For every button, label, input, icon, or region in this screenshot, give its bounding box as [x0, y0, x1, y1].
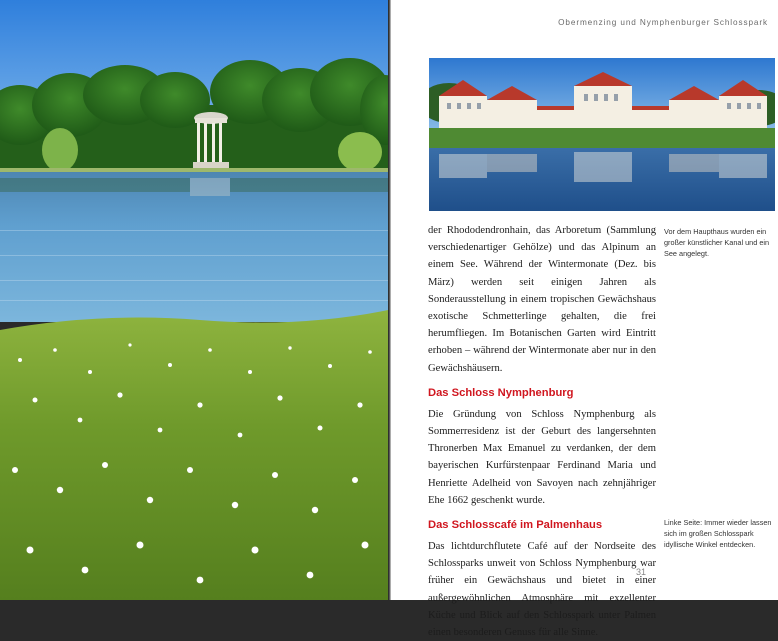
left-page-photo — [0, 0, 388, 600]
caption-top-photo: Vor dem Haupthaus wurden ein großer künstlicher Kanal und ein See angelegt. — [664, 227, 770, 258]
running-head: Obermenzing und Nymphenburger Schlosspark — [558, 18, 768, 27]
heading-nymphenburg: Das Schloss Nymphenburg — [428, 386, 574, 399]
paragraph-intro: der Rhododendronhain, das Arboretum (Sammlung verschiedenartiger Gehölze) und das Alpinum an einem See. Während der Wintermonate (Dez. bis März) werden seit einigen Jahren als Sonderausstellung in einem tropischen Gewächshaus exotische Schmetterlinge gehalten, die frei herumfliegen. Im Botanischen Garten wird Eintritt erhoben – während der Wintermonate aber nur in den Gewächshäusern. — [428, 225, 656, 374]
park-lake-photo — [0, 0, 388, 600]
paragraph-nymphenburg: Die Gründung von Schloss Nymphenburg als Sommerresidenz ist der Geburt des langersehnten Thronerben Max Emanuel zu verdanken, der dem bayerischen Kurfürstenpaar Ferdinand Maria und Henriette Adelheid von Savoyen nach zehnjähriger Ehe 1662 geschenkt wurde. — [428, 408, 656, 506]
paragraph-cafe: Das lichtdurchflutete Café auf der Nordseite des Schlossparks unweit von Schloss Nymphenburg war früher ein Gewächshaus und bietet in einer außergewöhnlichen Atmosphäre mit exzellenter Küche und Blick auf den Schlosspark unter Palmen einen besonderen Genuss für alle Sinne. — [428, 541, 656, 639]
main-text-column — [428, 222, 656, 641]
caption-left-page: Linke Seite: Immer wieder lassen sich im großen Schlosspark idyllische Winkel entdecken. — [664, 518, 772, 549]
palace-photo — [429, 58, 775, 211]
meadow — [0, 310, 388, 600]
page-number: 31 — [636, 567, 647, 577]
heading-cafe: Das Schlosscafé im Palmenhaus — [428, 519, 603, 532]
